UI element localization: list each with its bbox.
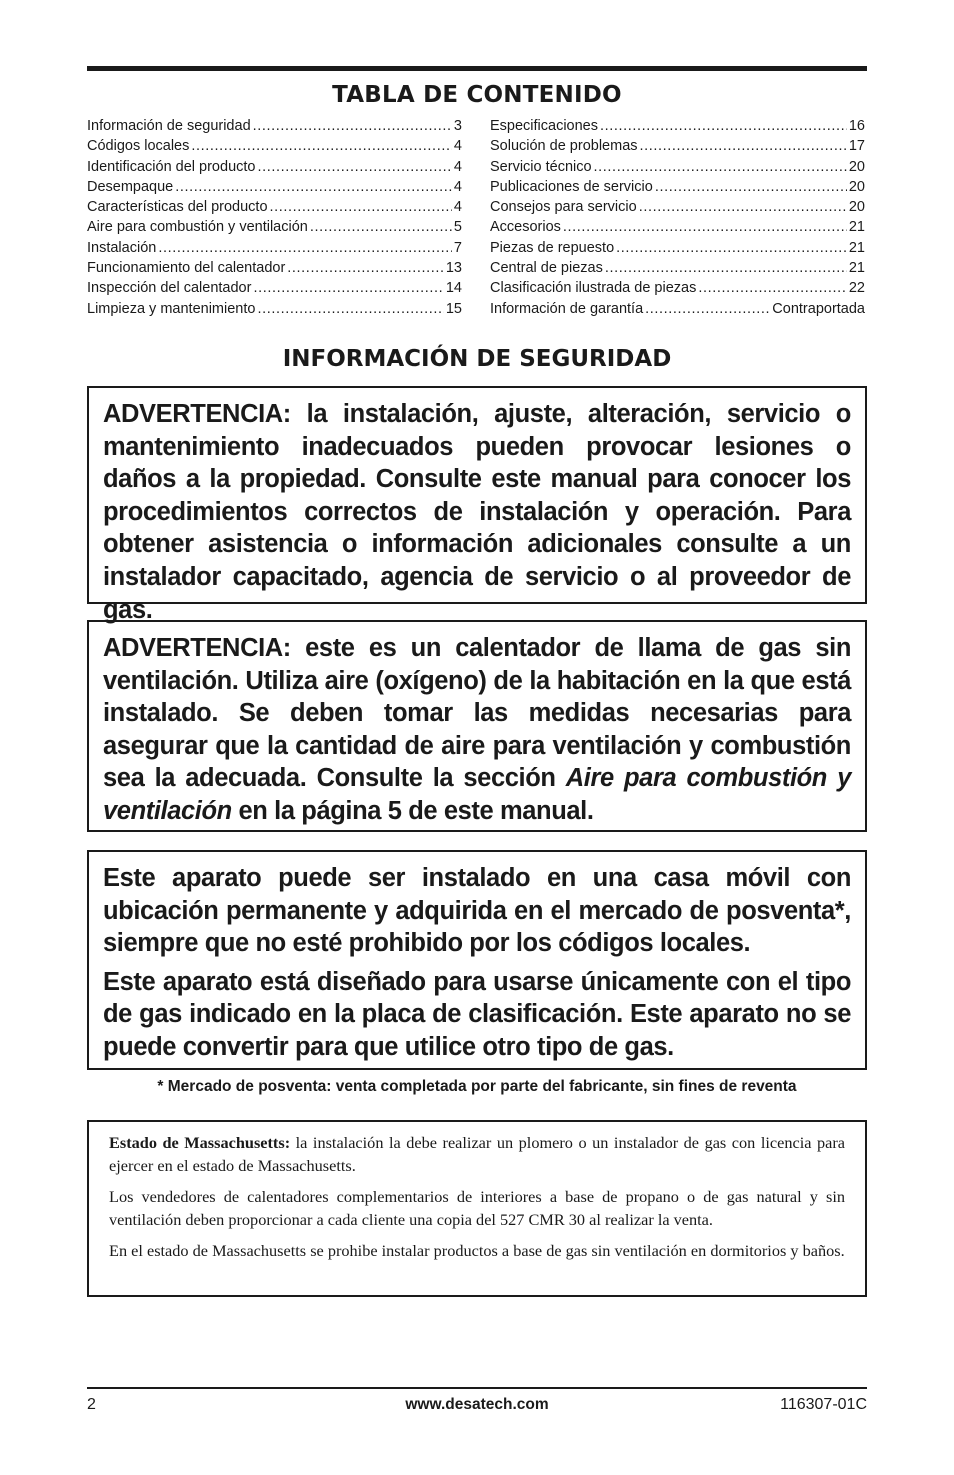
toc-entry-page: 21	[848, 239, 865, 256]
massachusetts-label: Estado de Massachusetts:	[109, 1133, 291, 1152]
mobile-home-notice: Este aparato puede ser instalado en una casa móvil con ubicación permanente y adquirida en el mercado de posventa*, siempre que no esté prohibido por los códigos locales.	[103, 864, 851, 958]
toc-entry[interactable]	[87, 238, 462, 258]
toc-entry[interactable]	[490, 136, 865, 156]
toc-leader	[600, 116, 847, 136]
toc-entry[interactable]	[87, 217, 462, 237]
toc-leader	[158, 238, 452, 258]
toc-entry-page: 20	[848, 199, 865, 216]
toc-entry-title: Piezas de repuesto	[490, 239, 615, 256]
bottom-rule	[87, 1387, 867, 1389]
toc-leader	[257, 157, 451, 177]
toc-leader	[257, 299, 443, 319]
website-link[interactable]: www.desatech.com	[405, 1396, 549, 1413]
toc-entry[interactable]	[490, 299, 865, 319]
warning-text-unvented-post: en la página 5 de este manual.	[231, 796, 594, 825]
massachusetts-paragraph-2: Los vendedores de calentadores complementarios de interiores a base de propano o de gas natural y sin ventilación deben proporcionar a cada cliente una copia del 527 CMR 30 al realizar la venta.	[109, 1187, 845, 1229]
toc-entry-title: Características del producto	[87, 199, 268, 216]
toc-entry[interactable]	[87, 278, 462, 298]
toc-leader	[605, 258, 847, 278]
aftermarket-footnote: * Mercado de posventa: venta completada por parte del fabricante, sin fines de reventa	[157, 1078, 797, 1095]
toc-entry-title: Aire para combustión y ventilación	[87, 219, 308, 236]
page-number: 2	[87, 1396, 96, 1413]
toc-leader	[563, 217, 847, 237]
toc-entry[interactable]	[490, 157, 865, 177]
toc-leader	[191, 136, 452, 156]
toc-leader	[698, 278, 847, 298]
toc-right-column	[490, 116, 865, 319]
toc-entry-page: 4	[453, 138, 462, 155]
section-reference-link: Aire para combustión y ventilación	[103, 764, 851, 825]
toc-entry-title: Funcionamiento del calentador	[87, 260, 286, 277]
toc-entry-page: 16	[848, 118, 865, 134]
toc-entry[interactable]	[87, 197, 462, 217]
toc-entry[interactable]	[490, 116, 865, 136]
warning-text-installation: ADVERTENCIA: la instalación, ajuste, alteración, servicio o mantenimiento inadecuados pueden provocar lesiones o daños a la propiedad. Consulte este manual para conocer los procedimientos correctos de instalación y operación. Para obtener asistencia o información adicionales consulte a un instalador capacitado, agencia de servicio o al proveedor de gas.	[103, 400, 851, 624]
toc-entry-page: 4	[453, 158, 462, 175]
gas-type-notice: Este aparato está diseñado para usarse únicamente con el tipo de gas indicado en la placa de clasificación. Este aparato no se puede convertir para que utilice otro tipo de gas.	[103, 967, 851, 1061]
toc-entry-page: 4	[453, 178, 462, 195]
toc-entry-title: Publicaciones de servicio	[490, 178, 653, 195]
toc-entry[interactable]	[87, 258, 462, 278]
toc-entry-title: Instalación	[87, 239, 157, 256]
toc-entry[interactable]	[87, 177, 462, 197]
toc-entry-page: 22	[848, 280, 865, 297]
document-code: 116307-01C	[780, 1396, 867, 1413]
toc-entry[interactable]	[87, 157, 462, 177]
toc-leader	[253, 278, 443, 298]
toc-entry-title: Solución de problemas	[490, 138, 638, 155]
toc-entry-title: Accesorios	[490, 219, 561, 236]
toc-entry-title: Información de seguridad	[87, 118, 251, 134]
toc-entry-title: Información de garantía	[490, 300, 644, 317]
toc-leader	[640, 136, 847, 156]
massachusetts-text-1: la instalación la debe realizar un plomero o un instalador de gas con licencia para ejercer en el estado de Massachusetts.	[109, 1133, 845, 1175]
toc-leader	[287, 258, 444, 278]
toc-entry-page: 21	[848, 260, 865, 277]
massachusetts-paragraph-3: En el estado de Massachusetts se prohibe instalar productos a base de gas sin ventilación en dormitorios y baños.	[109, 1241, 845, 1260]
notice-box-appliance	[87, 850, 867, 1070]
toc-entry[interactable]	[87, 299, 462, 319]
massachusetts-box	[87, 1120, 867, 1297]
toc-entry-page: 20	[848, 158, 865, 175]
toc-leader	[645, 299, 770, 319]
toc-leader	[616, 238, 847, 258]
toc-entry[interactable]	[490, 278, 865, 298]
toc-entry-page: Contraportada	[772, 300, 865, 317]
toc-leader	[594, 157, 847, 177]
toc-left-column	[87, 116, 462, 319]
toc-entry[interactable]	[490, 177, 865, 197]
toc-entry-page: 13	[445, 260, 462, 277]
toc-entry-page: 3	[453, 118, 462, 134]
toc-entry-page: 14	[445, 280, 462, 297]
toc-entry-page: 5	[453, 219, 462, 236]
toc-leader	[253, 116, 452, 136]
safety-heading: INFORMACIÓN DE SEGURIDAD	[282, 346, 672, 372]
toc-entry-page: 7	[453, 239, 462, 256]
toc-entry-title: Inspección del calentador	[87, 280, 252, 297]
warning-text-unvented	[103, 632, 851, 828]
toc-entry-page: 17	[848, 138, 865, 155]
toc-entry-page: 15	[445, 300, 462, 317]
toc-entry[interactable]	[490, 238, 865, 258]
toc-entry-title: Limpieza y mantenimiento	[87, 300, 256, 317]
toc-entry-title: Identificación del producto	[87, 158, 256, 175]
toc-entry-page: 20	[848, 178, 865, 195]
warning-text-unvented-pre: ADVERTENCIA: este es un calentador de llama de gas sin ventilación. Utiliza aire (oxígeno) de la habitación en la que está instalado. Se deben tomar las medidas necesarias para asegurar que la cantidad de aire para ventilación y combustión sea la adecuada. Consulte la sección	[103, 634, 851, 793]
massachusetts-paragraph-1	[109, 1132, 845, 1177]
toc-entry[interactable]	[490, 258, 865, 278]
top-rule	[87, 66, 867, 71]
toc-heading: TABLA DE CONTENIDO	[332, 82, 622, 108]
toc-entry-page: 4	[453, 199, 462, 216]
toc-entry[interactable]	[490, 217, 865, 237]
toc-leader	[639, 197, 847, 217]
toc-entry-title: Consejos para servicio	[490, 199, 637, 216]
warning-box-installation	[87, 386, 867, 624]
warning-box-unvented	[87, 620, 867, 832]
toc-entry-title: Especificaciones	[490, 118, 598, 134]
toc-leader	[310, 217, 452, 237]
toc-entry-title: Clasificación ilustrada de piezas	[490, 280, 697, 297]
toc-leader	[270, 197, 452, 217]
toc-entry-title: Códigos locales	[87, 138, 190, 155]
toc-leader	[655, 177, 847, 197]
toc-entry[interactable]	[87, 116, 462, 136]
toc-entry-title: Servicio técnico	[490, 158, 592, 175]
toc-entry[interactable]	[490, 197, 865, 217]
toc-entry[interactable]	[87, 136, 462, 156]
toc-entry-title: Central de piezas	[490, 260, 603, 277]
toc-entry-page: 21	[848, 219, 865, 236]
toc-leader	[175, 177, 452, 197]
toc-entry-title: Desempaque	[87, 178, 174, 195]
